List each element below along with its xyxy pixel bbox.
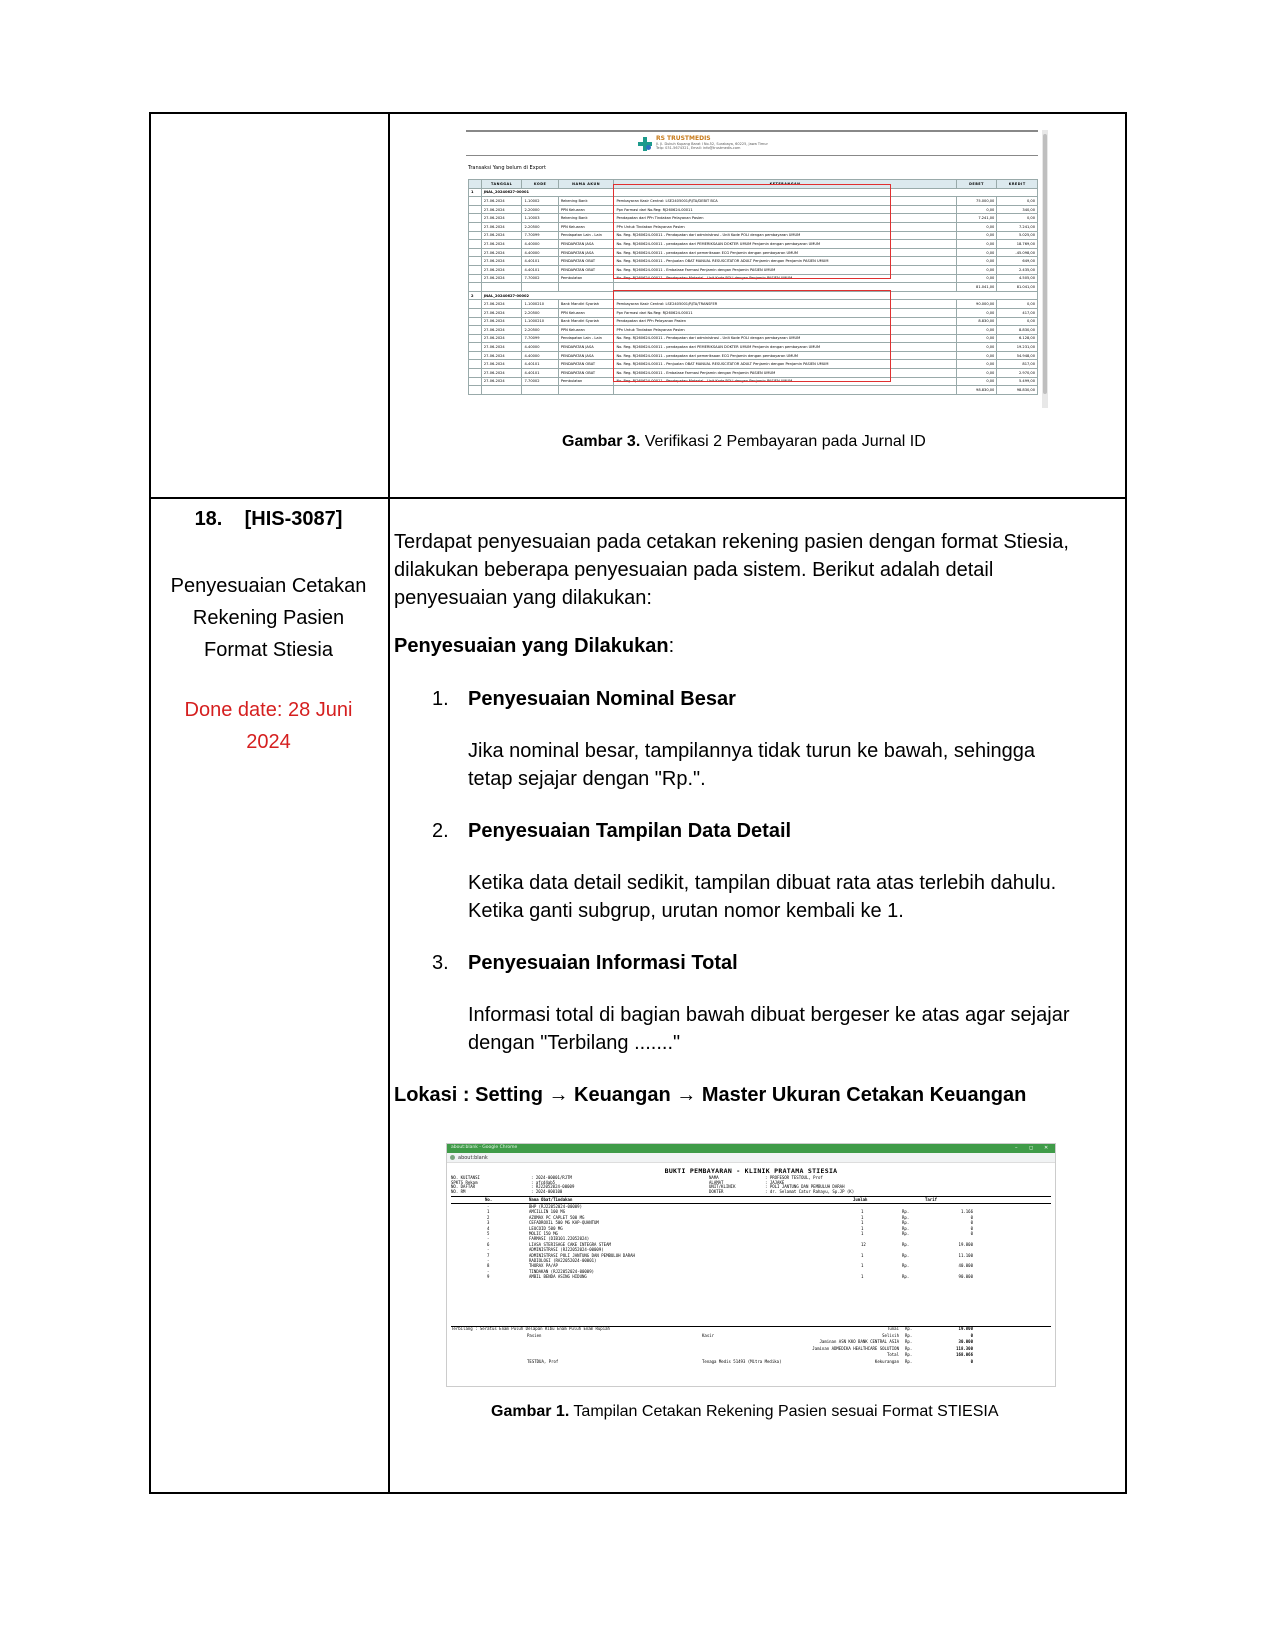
report-title: Transaksi Yang belum di Export xyxy=(468,165,546,171)
journal-column-header: KETERANGAN xyxy=(614,180,956,189)
table-cell: 27-06-2024 xyxy=(481,265,522,274)
table-cell: 54.948,00 xyxy=(997,351,1038,360)
table-cell: 27-06-2024 xyxy=(481,240,522,249)
address-text[interactable]: about:blank xyxy=(458,1155,488,1161)
table-cell: 7.241,00 xyxy=(956,214,997,223)
table-cell: No. Reg. RJ260624-00011 - Penjualan OBAT MANUAL RESUSCITATOR ADULT Penjamin dengan Penjamin PASIEN UMUM xyxy=(614,360,956,369)
row-divider xyxy=(151,497,1125,499)
done-date-line: 2024 xyxy=(246,731,291,753)
table-cell: 7-70002 xyxy=(522,274,558,283)
table-cell: 0,00 xyxy=(997,197,1038,206)
table-cell: 2-20500 xyxy=(522,222,558,231)
table-cell xyxy=(469,265,482,274)
point-body xyxy=(468,869,1056,925)
table-cell: 0,00 xyxy=(956,360,997,369)
browser-titlebar xyxy=(447,1144,1055,1153)
journal-screenshot xyxy=(466,130,1052,408)
table-cell xyxy=(469,300,482,309)
table-cell xyxy=(469,377,482,386)
scrollbar[interactable] xyxy=(1042,130,1048,408)
point-line: Jika nominal besar, tampilannya tidak turun ke bawah, sehingga xyxy=(468,740,1036,762)
figure1-caption xyxy=(491,1403,999,1421)
item-title-line: Penyesuaian Cetakan xyxy=(170,575,367,597)
table-cell: 817,00 xyxy=(997,360,1038,369)
point-number: 2. xyxy=(432,820,449,842)
col-header-qty: Jumlah xyxy=(853,1197,868,1202)
table-cell: 4-40101 xyxy=(522,265,558,274)
table-cell: 417,00 xyxy=(997,308,1038,317)
table-cell: No. Reg. RJ260624-00011 - Embalase Farmasi Penjamin dengan Penjamin PASIEN UMUM xyxy=(614,369,956,378)
table-cell: 75.000,00 xyxy=(956,197,997,206)
close-icon[interactable]: ✕ xyxy=(1044,1145,1049,1151)
table-cell: 19.231,00 xyxy=(997,343,1038,352)
table-cell: 4-40000 xyxy=(522,240,558,249)
table-cell: 5.025,00 xyxy=(997,231,1038,240)
item-tarif-column: 1.166 0 0 0 0 19.800 11.100 40.000 90.000 xyxy=(958,1209,973,1280)
table-cell xyxy=(469,334,482,343)
table-cell: 1-1000210 xyxy=(522,300,558,309)
total-debet: 81.041,00 xyxy=(956,283,997,292)
report-header-rule xyxy=(466,155,1038,156)
table-cell: Pembayaran Kasir Central: LSE2405001/RJTA/DEBIT BCA xyxy=(614,197,956,206)
table-cell: 27-06-2024 xyxy=(481,257,522,266)
table-cell: No. Reg. RJ260624-00011 - pendapatan dari PEMERIKSAAN DOKTER UMUM Penjamin dengan pembayaran UMUM xyxy=(614,240,956,249)
point-title: Penyesuaian Tampilan Data Detail xyxy=(468,820,792,842)
info-left-values: : 2024-00001/RJTM : afcd4ab5 : RJ22052024-00009 : 2024-000100 xyxy=(531,1175,575,1194)
section-heading xyxy=(394,632,674,660)
table-cell: 8.830,00 xyxy=(956,317,997,326)
intro-line: dilakukan beberapa penyesuaian pada sistem. Berikut adalah detail xyxy=(394,559,994,581)
total-kredit: 81.041,00 xyxy=(997,283,1038,292)
item-name-column: BHP (RJ22052024-00009) AMCILLIN 100 MG AZOMAX PC CAPLET 500 MG CEFADROXIL 500 MG KAP-QUANTUM LEUCOID 500 MG MOLIC 150 MG FARMASI (DIB101.22052024) LIASA STERISAGE CAKE INTEGRA STEAM ADMINISTRASI (RJ22052024-00009) ADMINISTRASI POLI JANTUNG DAN PEMBULUH DARAH RADIOLOGI (RA22052024-00001) THORAX PA/AP TINDAKAN (RJ22052024-00009) AMBIL BENDA ASING HIDUNG xyxy=(529,1204,635,1280)
table-cell xyxy=(522,283,558,292)
figure1-caption-label: Gambar 1. xyxy=(491,1403,570,1420)
table-cell: 1-10002 xyxy=(522,197,558,206)
table-cell: 4.505,00 xyxy=(997,274,1038,283)
table-cell: No. Reg. RJ260624-00011 - Pendapatan Material - Unit Kode POLI dengan Penjamin PASIEN UMUM xyxy=(614,274,956,283)
table-cell: 2.435,00 xyxy=(997,265,1038,274)
table-cell: No. Reg. RJ260624-00011 - pendapatan dari PEMERIKSAAN DOKTER UMUM Penjamin dengan pembayaran UMUM xyxy=(614,343,956,352)
table-cell xyxy=(469,214,482,223)
table-cell: 90.000,00 xyxy=(956,300,997,309)
table-cell: 2-20000 xyxy=(522,205,558,214)
point-line: Ketika data detail sedikit, tampilan dibuat rata atas terlebih dahulu. xyxy=(468,872,1057,894)
table-cell: 8.830,00 xyxy=(997,326,1038,335)
table-cell: 27-06-2024 xyxy=(481,369,522,378)
table-cell: 4-40101 xyxy=(522,369,558,378)
table-cell: 0,00 xyxy=(956,351,997,360)
table-cell: 6.128,00 xyxy=(997,334,1038,343)
restore-icon[interactable]: ◻ xyxy=(1029,1145,1034,1151)
table-cell: 7-70002 xyxy=(522,377,558,386)
table-cell: PPN Keluaran xyxy=(558,205,614,214)
point-line: tetap sejajar dengan "Rp.". xyxy=(468,768,706,790)
table-cell: 4-40000 xyxy=(522,343,558,352)
table-cell: 1-10003 xyxy=(522,214,558,223)
table-cell xyxy=(469,317,482,326)
table-cell: 5.499,00 xyxy=(997,377,1038,386)
browser-title: about:blank - Google Chrome xyxy=(451,1145,518,1150)
point-title: Penyesuaian Nominal Besar xyxy=(468,688,736,710)
table-cell: 0,00 xyxy=(956,222,997,231)
receipt-title: BUKTI PEMBAYARAN - KLINIK PRATAMA STIESIA xyxy=(664,1167,838,1175)
point-number: 1. xyxy=(432,688,449,710)
scrollbar-thumb[interactable] xyxy=(1043,134,1047,394)
table-cell xyxy=(469,351,482,360)
table-cell xyxy=(469,274,482,283)
item-no-column: - 1 2 3 4 5 - 6 - 7 - 8 - 9 xyxy=(487,1204,490,1280)
minimize-icon[interactable]: – xyxy=(1015,1145,1018,1151)
info-right-labels: NAMA ALAMAT UNIT/KLINIK DOKTER xyxy=(709,1175,736,1194)
point-body xyxy=(468,1001,1069,1057)
table-cell: -45.098,00 xyxy=(997,248,1038,257)
table-cell: Ppn Farmasi dari No.Reg: RJ260624-00011 xyxy=(614,205,956,214)
table-cell: 7-70099 xyxy=(522,334,558,343)
table-cell: 0,00 xyxy=(956,265,997,274)
table-cell: 27-06-2024 xyxy=(481,326,522,335)
table-cell: 0,00 xyxy=(956,231,997,240)
figure3-caption xyxy=(562,433,926,451)
table-cell xyxy=(469,283,482,292)
table-cell xyxy=(614,386,956,395)
section-heading-text: Penyesuaian yang Dilakukan xyxy=(394,635,669,657)
intro-paragraph xyxy=(394,528,1069,612)
table-cell xyxy=(469,360,482,369)
table-cell: 27-06-2024 xyxy=(481,231,522,240)
table-cell: 27-06-2024 xyxy=(481,334,522,343)
table-cell: 27-06-2024 xyxy=(481,351,522,360)
payment-values: 19.800 0 30.000 118.300 168.066 0 xyxy=(956,1326,973,1364)
table-cell: 0,00 xyxy=(956,274,997,283)
info-left-labels: NO. KUITANSI SPKTS Rekam NO. DAFTAR NO. RM xyxy=(451,1175,480,1194)
journal-column-header: KODE xyxy=(522,180,558,189)
table-cell: 2.970,00 xyxy=(997,369,1038,378)
point-line: dengan "Terbilang ......." xyxy=(468,1032,681,1054)
table-cell: No. Reg. RJ260624-00011 - Pendapatan dari administrasi - Unit Kode POLI dengan pembayaran UMUM xyxy=(614,334,956,343)
table-cell: Ppn Farmasi dari No.Reg: RJ260624-00011 xyxy=(614,308,956,317)
journal-id: JNAL_20240627-00001 xyxy=(481,188,1037,197)
figure1-caption-text: Tampilan Cetakan Rekening Pasien sesuai Format STIESIA xyxy=(569,1403,999,1420)
point-body xyxy=(468,737,1035,793)
table-cell: 27-06-2024 xyxy=(481,377,522,386)
journal-column-header: KREDIT xyxy=(997,180,1038,189)
point-line: Ketika ganti subgrup, urutan nomor kembali ke 1. xyxy=(468,900,904,922)
table-cell: 27-06-2024 xyxy=(481,317,522,326)
table-cell: Rekening Bank xyxy=(558,214,614,223)
table-cell xyxy=(469,240,482,249)
table-cell: Bank Mandiri Syariah xyxy=(558,317,614,326)
table-cell: 0,00 xyxy=(956,240,997,249)
table-cell xyxy=(469,386,482,395)
table-cell xyxy=(469,308,482,317)
org-name: RS TRUSTMEDIS xyxy=(656,135,711,142)
table-cell: 27-06-2024 xyxy=(481,222,522,231)
col-header-name: Nama Obat/Tindakan xyxy=(529,1197,573,1202)
table-cell: 0,00 xyxy=(956,248,997,257)
table-cell: PENDAPATAN JASA xyxy=(558,351,614,360)
table-cell: 2-20500 xyxy=(522,326,558,335)
item-title xyxy=(150,570,387,666)
table-cell: PENDAPATAN JASA xyxy=(558,240,614,249)
item-rp-column: Rp. Rp. Rp. Rp. Rp. Rp. Rp. Rp. Rp. xyxy=(902,1209,910,1280)
table-cell: No. Reg. RJ260624-00011 - Pendapatan dari administrasi - Unit Kode POLI dengan pembayaran UMUM xyxy=(614,231,956,240)
item-title-line: Format Stiesia xyxy=(204,639,333,661)
table-cell: PENDAPATAN JASA xyxy=(558,343,614,352)
table-cell: 0,00 xyxy=(956,257,997,266)
item-index: 18. xyxy=(194,508,223,530)
org-address-line: Jl. Jl. Dukuh Kupang Barat I No.52, Surabaya, 60225, Jawa Timur xyxy=(656,142,768,146)
done-date-line: Done date: 28 Juni xyxy=(184,699,353,721)
table-cell: 1-1000210 xyxy=(522,317,558,326)
table-cell: 27-06-2024 xyxy=(481,274,522,283)
table-cell xyxy=(481,283,522,292)
highlight-box-1 xyxy=(613,184,891,279)
item-number xyxy=(150,508,387,531)
terbilang-text: Terbilang : Seratus Enam Puluh Delapan Ribu Enam Puluh Enam Rupiah xyxy=(451,1326,610,1331)
point-line: Informasi total di bagian bawah dibuat bergeser ke atas agar sejajar xyxy=(468,1004,1070,1026)
column-divider xyxy=(388,114,390,1492)
figure3-caption-text: Verifikasi 2 Pembayaran pada Jurnal ID xyxy=(640,433,926,450)
highlight-box-2 xyxy=(613,290,891,382)
table-cell: PENDAPATAN OBAT xyxy=(558,369,614,378)
table-cell: Pendapatan Lain - Lain xyxy=(558,334,614,343)
table-cell: 0,00 xyxy=(956,205,997,214)
col-header-no: No. xyxy=(485,1197,493,1202)
table-cell: PPn Untuk Tindakan Pelayanan Pasien xyxy=(614,326,956,335)
table-cell: 27-06-2024 xyxy=(481,343,522,352)
table-cell: 4-40101 xyxy=(522,257,558,266)
location-path: Lokasi : Setting → Keuangan → Master Ukuran Cetakan Keuangan xyxy=(394,1084,1027,1106)
table-cell xyxy=(469,369,482,378)
table-cell xyxy=(558,386,614,395)
hospital-logo-icon xyxy=(638,137,652,151)
figure3-caption-label: Gambar 3. xyxy=(562,433,641,450)
intro-line: penyesuaian yang dilakukan: xyxy=(394,587,652,609)
table-cell: Pembayaran Kasir Central: LSE2405001/RJTA/TRANSFER xyxy=(614,300,956,309)
info-right-values: : PROFESOR TESTOUL, Prof : JAJAKE : POLI JANTUNG DAN PEMBULUH DARAH : dr. Selamat Catur Rahayu, Sp.JP (K) xyxy=(765,1175,855,1194)
report-top-rule xyxy=(466,130,1038,132)
table-cell xyxy=(469,343,482,352)
table-cell xyxy=(469,257,482,266)
table-cell: Pendapatan dari PPn Tindakan Pelayanan Pasien xyxy=(614,214,956,223)
journal-total-row xyxy=(469,386,1038,395)
table-cell: No. Reg. RJ260624-00011 - Penjualan OBAT MANUAL RESUSCITATOR ADULT Penjamin dengan Penjamin PASIEN UMUM xyxy=(614,257,956,266)
journal-column-header: TANGGAL xyxy=(481,180,522,189)
table-cell: 27-06-2024 xyxy=(481,205,522,214)
table-cell: 4-40101 xyxy=(522,360,558,369)
table-cell: 7-70099 xyxy=(522,231,558,240)
sign-patient: Pasien TESTDUA, Prof xyxy=(527,1333,559,1365)
table-cell xyxy=(469,197,482,206)
journal-id: JNAL_20240627-00002 xyxy=(481,291,1037,300)
org-contact-line: Telp: 031-5674321, Email: info@trustmedis.com xyxy=(656,146,741,150)
table-cell: 0,00 xyxy=(997,300,1038,309)
table-cell: Pendapatan dari PPn Pelayanan Pasien xyxy=(614,317,956,326)
table-cell: 0,00 xyxy=(956,308,997,317)
table-cell: 27-06-2024 xyxy=(481,360,522,369)
point-title: Penyesuaian Informasi Total xyxy=(468,952,738,974)
table-cell: PENDAPATAN JASA xyxy=(558,248,614,257)
intro-line: Terdapat penyesuaian pada cetakan rekening pasien dengan format Stiesia, xyxy=(394,531,1069,553)
table-cell xyxy=(469,205,482,214)
table-cell: 0,00 xyxy=(956,377,997,386)
table-cell: 27-06-2024 xyxy=(481,214,522,223)
journal-column-header: NAMA AKUN xyxy=(558,180,614,189)
table-cell: 7.241,00 xyxy=(997,222,1038,231)
table-cell: PPN Keluaran xyxy=(558,308,614,317)
total-kredit: 98.830,00 xyxy=(997,386,1038,395)
table-cell: PPN Keluaran xyxy=(558,326,614,335)
table-cell: Pendapatan Lain - Lain xyxy=(558,231,614,240)
payment-labels: Tunai Selisih Jaminan ASN KKO BANK CENTRAL ASIA Jaminan ADMEDIKA HEALTHCARE SOLUTION Total Kekurangan xyxy=(812,1326,899,1364)
table-cell: 27-06-2024 xyxy=(481,197,522,206)
site-info-icon[interactable] xyxy=(450,1155,455,1160)
table-cell: 4-40000 xyxy=(522,248,558,257)
table-cell xyxy=(469,231,482,240)
table-cell: 2-20500 xyxy=(522,308,558,317)
table-cell: PPn Untuk Tindakan Pelayanan Pasien xyxy=(614,222,956,231)
table-cell: 340,00 xyxy=(997,205,1038,214)
table-cell: No. Reg. RJ260624-00011 - Pendapatan Material - Unit Kode POLI dengan Penjamin PASIEN UMUM xyxy=(614,377,956,386)
table-cell: Rekening Bank xyxy=(558,197,614,206)
table-cell: 27-06-2024 xyxy=(481,300,522,309)
point-number: 3. xyxy=(432,952,449,974)
table-cell xyxy=(469,222,482,231)
item-title-line: Rekening Pasien xyxy=(192,607,345,629)
table-cell: No. Reg. RJ260624-00011 - Embalase Farmasi Penjamin dengan Penjamin PASIEN UMUM xyxy=(614,265,956,274)
table-cell: 649,00 xyxy=(997,257,1038,266)
sign-cashier: Kasir Tenaga Medis 51493 (Mitra Medika) xyxy=(702,1333,782,1365)
table-cell xyxy=(481,386,522,395)
table-cell: 0,00 xyxy=(956,326,997,335)
table-cell: PENDAPATAN OBAT xyxy=(558,265,614,274)
table-cell: PENDAPATAN OBAT xyxy=(558,360,614,369)
address-bar[interactable] xyxy=(447,1153,1055,1163)
item-qty-column: 1 1 1 1 1 12 1 1 1 xyxy=(861,1209,866,1280)
journal-group-number: 2 xyxy=(469,291,482,300)
table-cell: No. Reg. RJ260624-00011 - pendapatan dari pemeriksaan ECG Penjamin dengan pembayaran UMUM xyxy=(614,248,956,257)
item-code: [HIS-3087] xyxy=(244,508,343,530)
table-cell: 27-06-2024 xyxy=(481,308,522,317)
section-heading-colon: : xyxy=(668,635,675,657)
journal-group-number: 1 xyxy=(469,188,482,197)
table-cell: PPN Keluaran xyxy=(558,222,614,231)
table-cell: 0,00 xyxy=(956,369,997,378)
col-header-tarif: Tarif xyxy=(925,1197,938,1202)
org-address xyxy=(656,142,816,150)
table-cell: 0,00 xyxy=(997,317,1038,326)
done-date xyxy=(150,694,387,758)
journal-column-header xyxy=(469,180,482,189)
table-cell: 4-40000 xyxy=(522,351,558,360)
table-cell: Pembulatan xyxy=(558,274,614,283)
total-debet: 98.830,00 xyxy=(956,386,997,395)
table-cell xyxy=(558,283,614,292)
receipt-screenshot xyxy=(446,1143,1056,1387)
table-cell: PENDAPATAN OBAT xyxy=(558,257,614,266)
payment-rp: Rp. Rp. Rp. Rp. Rp. Rp. xyxy=(905,1326,913,1364)
table-cell: 27-06-2024 xyxy=(481,248,522,257)
table-cell: 0,00 xyxy=(956,334,997,343)
table-cell xyxy=(469,248,482,257)
table-cell: 18.769,00 xyxy=(997,240,1038,249)
table-cell: Bank Mandiri Syariah xyxy=(558,300,614,309)
table-cell: Pembulatan xyxy=(558,377,614,386)
table-cell: 0,00 xyxy=(956,343,997,352)
table-cell: 0,00 xyxy=(997,214,1038,223)
journal-column-header: DEBET xyxy=(956,180,997,189)
table-cell xyxy=(469,326,482,335)
table-cell: No. Reg. RJ260624-00011 - pendapatan dari pemeriksaan ECG Penjamin dengan pembayaran UMUM xyxy=(614,351,956,360)
table-cell xyxy=(522,386,558,395)
